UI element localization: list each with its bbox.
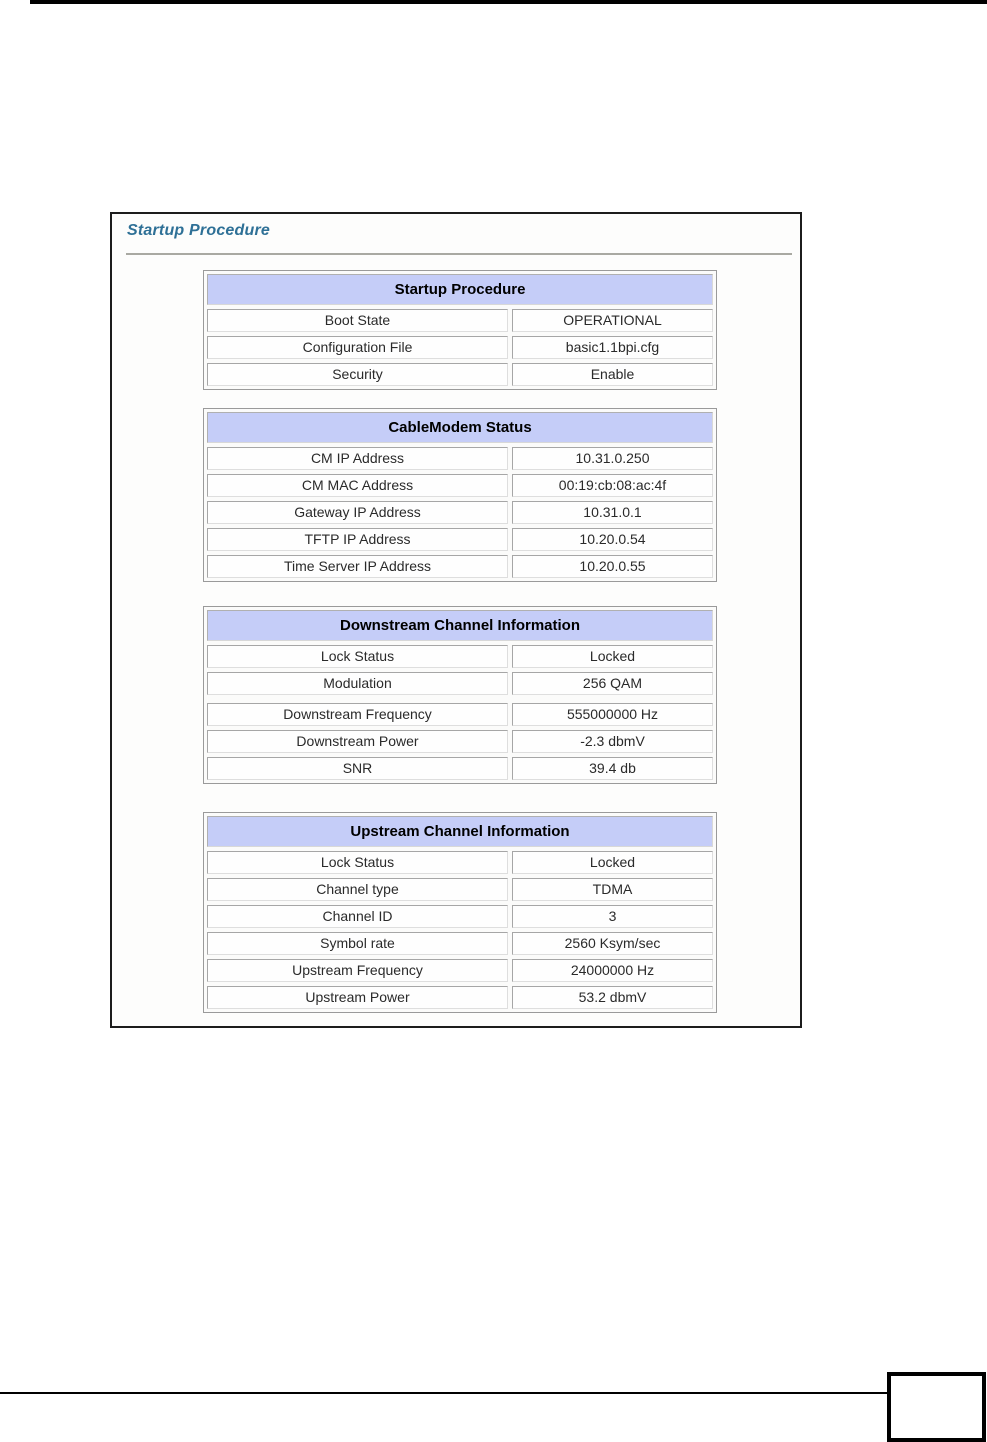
table-row [207,959,713,982]
table-row [207,703,713,726]
table-row [207,528,713,551]
page-top-rule [30,0,987,4]
row-value: 2560 Ksym/sec [512,932,713,955]
row-value: Locked [512,851,713,874]
table-title: CableModem Status [207,412,713,443]
row-label: Downstream Power [207,730,508,753]
row-label: Security [207,363,508,386]
downstream-channel-table [203,606,717,784]
row-value: 10.20.0.54 [512,528,713,551]
row-value: 10.20.0.55 [512,555,713,578]
row-label: TFTP IP Address [207,528,508,551]
row-label: Lock Status [207,851,508,874]
table-row [207,645,713,668]
row-label: Upstream Frequency [207,959,508,982]
row-label: Channel ID [207,905,508,928]
table-row [207,474,713,497]
row-label: Configuration File [207,336,508,359]
page-bottom-rule [0,1392,887,1394]
row-value: 10.31.0.250 [512,447,713,470]
row-value: 555000000 Hz [512,703,713,726]
table-title: Upstream Channel Information [207,816,713,847]
table-row [207,851,713,874]
table-row [207,757,713,780]
table-row [207,986,713,1009]
page-number-box [887,1372,986,1442]
row-label: CM IP Address [207,447,508,470]
heading-divider [126,253,792,255]
table-row [207,336,713,359]
row-label: Boot State [207,309,508,332]
row-value: 256 QAM [512,672,713,695]
row-value: 53.2 dbmV [512,986,713,1009]
table-row [207,501,713,524]
table-row [207,672,713,695]
table-row [207,730,713,753]
startup-procedure-table [203,270,717,390]
table-title: Downstream Channel Information [207,610,713,641]
table-row [207,447,713,470]
cablemodem-status-table [203,408,717,582]
row-label: Gateway IP Address [207,501,508,524]
row-value: OPERATIONAL [512,309,713,332]
panel-heading: Startup Procedure [127,222,270,239]
row-label: Channel type [207,878,508,901]
row-label: CM MAC Address [207,474,508,497]
row-label: Modulation [207,672,508,695]
row-value: 00:19:cb:08:ac:4f [512,474,713,497]
row-value: TDMA [512,878,713,901]
row-value: 10.31.0.1 [512,501,713,524]
table-row [207,905,713,928]
row-label: Symbol rate [207,932,508,955]
startup-procedure-screenshot-panel [110,212,802,1028]
row-label: SNR [207,757,508,780]
table-row [207,932,713,955]
row-label: Time Server IP Address [207,555,508,578]
table-row [207,555,713,578]
table-row [207,363,713,386]
row-value: basic1.1bpi.cfg [512,336,713,359]
table-row [207,309,713,332]
row-value: 3 [512,905,713,928]
table-row [207,878,713,901]
row-label: Upstream Power [207,986,508,1009]
row-value: Enable [512,363,713,386]
row-value: Locked [512,645,713,668]
table-title: Startup Procedure [207,274,713,305]
row-value: 39.4 db [512,757,713,780]
row-label: Downstream Frequency [207,703,508,726]
row-value: -2.3 dbmV [512,730,713,753]
row-value: 24000000 Hz [512,959,713,982]
upstream-channel-table [203,812,717,1013]
row-label: Lock Status [207,645,508,668]
